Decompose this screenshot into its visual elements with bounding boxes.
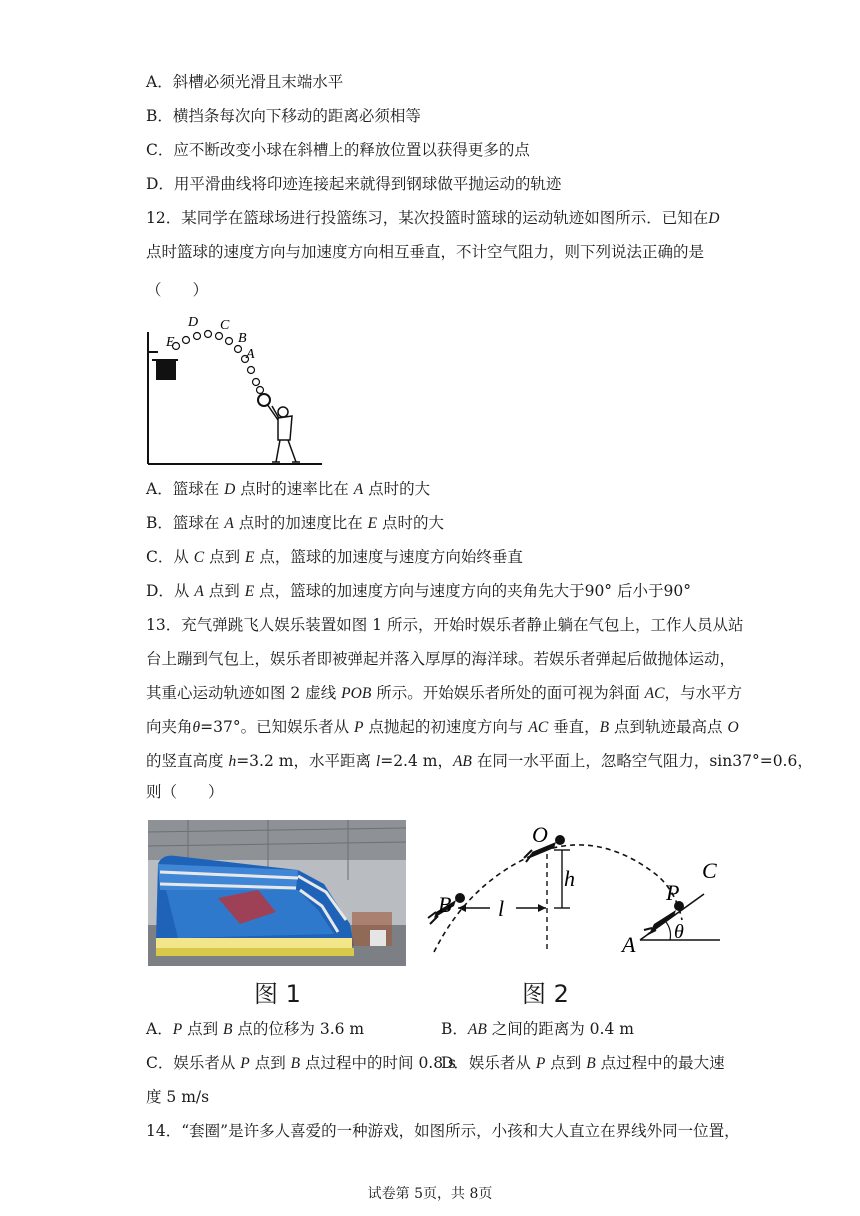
q13-option-d-cont: 度 5 m/s	[146, 1088, 210, 1106]
q13-stem-line3: 其重心运动轨迹如图 2 虚线 POB 所示。开始娱乐者所处的面可视为斜面 AC，与水平方	[146, 684, 742, 702]
q13-option-d: D．娱乐者从 P 点到 B 点过程中的最大速	[441, 1054, 725, 1072]
label-c: C	[220, 318, 230, 333]
label-l: l	[498, 896, 505, 921]
q11-option-d: D．用平滑曲线将印迹连接起来就得到钢球做平抛运动的轨迹	[146, 175, 562, 193]
player-icon	[267, 404, 300, 462]
q13-stem-line5: 的竖直高度 h=3.2 m，水平距离 l=2.4 m，AB 在同一水平面上，忽略空气阻力，sin37°=0.6，	[146, 752, 813, 770]
q11-option-b: B．横挡条每次向下移动的距离必须相等	[146, 107, 421, 125]
q12-option-c: C．从 C 点到 E 点，篮球的加速度与速度方向始终垂直	[146, 548, 523, 566]
label-c2: C	[702, 858, 717, 883]
label-theta: θ	[674, 921, 684, 943]
q13-stem-line2: 台上蹦到气包上，娱乐者即被弹起并落入厚厚的海洋球。若娱乐者弹起后做抛体运动，	[146, 650, 736, 668]
fig1-caption: 图 1	[254, 980, 301, 1008]
trajectory-diagram	[420, 820, 730, 966]
q13-option-a: A．P 点到 B 点的位移为 3.6 m	[146, 1020, 365, 1038]
basket-icon	[156, 360, 176, 380]
label-d: D	[188, 315, 199, 330]
basketball-icon	[258, 394, 270, 406]
label-o: O	[532, 822, 548, 847]
label-a: A	[246, 347, 255, 362]
q11-option-c: C．应不断改变小球在斜槽上的释放位置以获得更多的点	[146, 141, 530, 159]
fig2-caption: 图 2	[522, 980, 569, 1008]
q11-option-a: A．斜槽必须光滑且末端水平	[146, 73, 344, 91]
label-b: B	[238, 331, 247, 346]
q12-option-b: B．篮球在 A 点时的加速度比在 E 点时的大	[146, 514, 445, 532]
q12-option-d: D．从 A 点到 E 点，篮球的加速度方向与速度方向的夹角先大于90° 后小于90°	[146, 582, 691, 600]
label-h: h	[564, 866, 575, 891]
label-a2: A	[622, 932, 636, 957]
label-p: P	[666, 880, 680, 905]
label-b2: B	[438, 892, 452, 917]
q13-option-b: B．AB 之间的距离为 0.4 m	[441, 1020, 634, 1038]
q13-stem-line6: 则（ ）	[146, 783, 224, 801]
q12-stem-line1: 12．某同学在篮球场进行投篮练习，某次投篮时篮球的运动轨迹如图所示．已知在D	[146, 209, 720, 227]
q13-stem-line1: 13．充气弹跳飞人娱乐装置如图 1 所示，开始时娱乐者静止躺在气包上，工作人员从站	[146, 616, 744, 634]
inflatable-photo	[148, 820, 406, 966]
basketball-figure	[144, 312, 324, 468]
label-e: E	[166, 335, 175, 350]
q13-option-c: C．娱乐者从 P 点到 B 点过程中的时间 0.8 s	[146, 1054, 456, 1072]
q13-stem-line4: 向夹角θ=37°。已知娱乐者从 P 点抛起的初速度方向与 AC 垂直，B 点到轨迹最高点 O	[146, 718, 739, 736]
page-footer: 试卷第 5页，共 8页	[367, 1186, 493, 1202]
q12-option-a: A．篮球在 D 点时的速率比在 A 点时的大	[146, 480, 431, 498]
q12-stem-line2: 点时篮球的速度方向与加速度方向相互垂直，不计空气阻力，则下列说法正确的是	[146, 243, 705, 261]
q12-blank: （ ）	[146, 281, 209, 299]
q14-stem-line1: 14．“套圈”是许多人喜爱的一种游戏，如图所示，小孩和大人直立在界线外同一位置，	[146, 1122, 740, 1140]
